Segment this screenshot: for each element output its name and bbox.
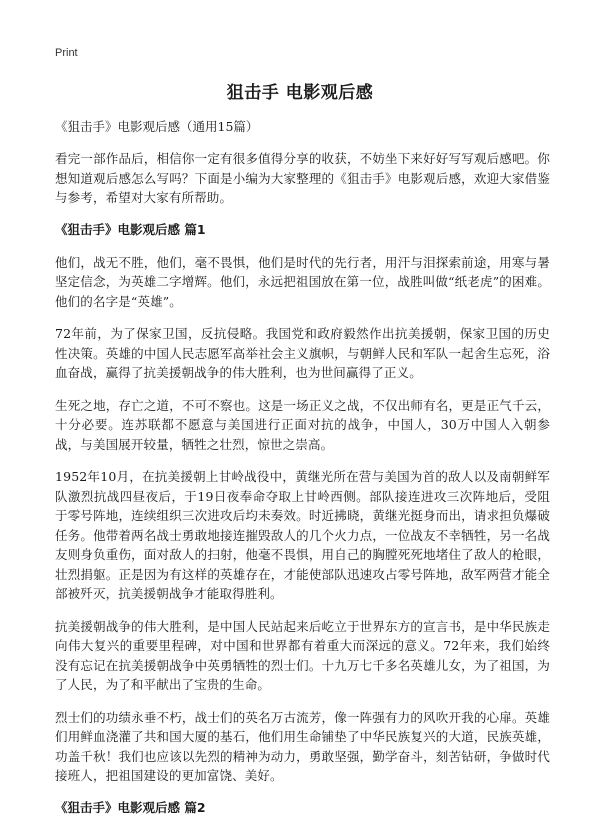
paragraph: 72年前，为了保家卫国，反抗侵略。我国党和政府毅然作出抗美援朝，保家卫国的历史性决策。英雄的中国人民志愿军高举社会主义旗帜，与朝鲜人民和军队一起舍生忘死，浴血奋战，赢得了抗美援朝战争的伟大胜利，也为世间赢得了正义。 xyxy=(55,326,550,380)
subtitle: 《狙击手》电影观后感（通用15篇） xyxy=(55,119,259,134)
page-title: 狙击手 电影观后感 xyxy=(226,83,374,103)
paragraph: 1952年10月，在抗美援朝上甘岭战役中，黄继光所在营与美国为首的敌人以及南朝鲜军队激烈抗战四昼夜后，于19日夜奉命夺取上甘岭西侧。部队接连进攻三次阵地后，受阻于零号阵地，连续组织三次进攻后均未奏效。时近拂晓，黄继光挺身而出，请求担负爆破任务。他带着两名战士勇敢地接连摧毁敌人的几个火力点，一位战友不幸牺牲，另一名战友则身负重伤，面对敌人的扫射，他毫不畏惧，用自己的胸膛死死地堵住了敌人的枪眼，壮烈捐躯。正是因为有这样的英雄存在，才能使部队迅速攻占零号阵地，敌军两营才能全部被歼灭，抗美援朝战争才能取得胜利。 xyxy=(55,469,550,601)
section-heading-1: 《狙击手》电影观后感 篇1 xyxy=(55,221,206,237)
print-label[interactable]: Print xyxy=(55,47,78,59)
paragraph: 烈士们的功绩永垂不朽，战士们的英名万古流芳，像一阵强有力的风吹开我的心扉。英雄们用鲜血浇灌了共和国大厦的基石，他们用生命铺垫了中华民族复兴的大道，民族英雄，功盖千秋！我们也应该以先烈的精神为动力，勇敢坚强，勤学奋斗，刻苦钻研，争做时代接班人，把祖国建设的更加富饶、美好。 xyxy=(55,709,550,783)
intro-paragraph: 看完一部作品后，相信你一定有很多值得分享的收获，不妨坐下来好好写写观后感吧。你想知道观后感怎么写吗？下面是小编为大家整理的《狙击手》电影观后感，欢迎大家借鉴与参考，希望对大家有所帮助。 xyxy=(55,151,550,205)
section-heading-2: 《狙击手》电影观后感 篇2 xyxy=(55,799,206,815)
paragraph: 抗美援朝战争的伟大胜利，是中国人民站起来后屹立于世界东方的宣言书，是中华民族走向伟大复兴的重要里程碑，对中国和世界都有着重大而深远的意义。72年来，我们始终没有忘记在抗美援朝战争中英勇牺牲的烈士们。十九万七千多名英雄儿女，为了祖国，为了人民，为了和平献出了宝贵的生命。 xyxy=(55,618,550,692)
paragraph: 生死之地，存亡之道，不可不察也。这是一场正义之战，不仅出师有名，更是正气千云，十分必要。连苏联都不愿意与美国进行正面对抗的战争，中国人，30万中国人入朝参战，与美国展开较量，牺牲之壮烈，惊世之崇高。 xyxy=(55,397,550,452)
paragraph: 他们，战无不胜，他们，毫不畏惧，他们是时代的先行者，用汗与泪探索前途，用寒与暑坚定信念，为英雄二字增辉。他们，永远把祖国放在第一位，战胜叫做“纸老虎”的困难。他们的名字是“英雄”。 xyxy=(55,254,550,309)
document-body xyxy=(55,118,550,831)
